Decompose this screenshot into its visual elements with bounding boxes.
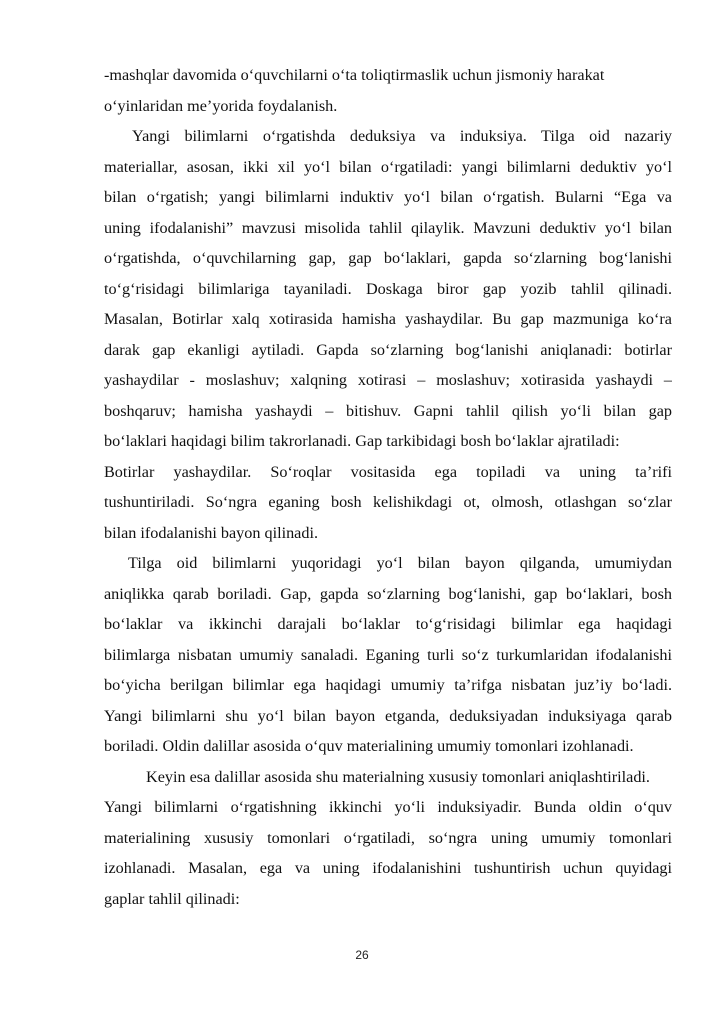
paragraph-start-line: Keyin esa dalillar asosida shu materialning xususiy tomonlari aniqlashtiriladi. xyxy=(146,767,650,786)
text-line: bilan o‘rgatish; yangi bilimlarni induktiv yo‘l bilan o‘rgatish. Bularni “Ega va xyxy=(104,188,672,206)
text-line: Yangi bilimlarni shu yo‘l bilan bayon etganda, deduksiyadan induksiyaga qarab xyxy=(104,706,672,725)
page-number: 26 xyxy=(355,948,369,962)
text-line: gaplar tahlil qilinadi: xyxy=(104,889,240,908)
text-line: tushuntiriladi. So‘ngra eganing bosh kelishikdagi ot, olmosh, otlashgan so‘zlar xyxy=(104,493,672,511)
text-line: bilimlarga nisbatan umumiy sanaladi. Eganing turli so‘z turkumlaridan ifodalanishi xyxy=(104,645,672,664)
text-line: o‘yinlaridan me’yorida foydalanish. xyxy=(104,96,338,115)
text-line: o‘rgatishda, o‘quvchilarning gap, gap bo‘laklari, gapda so‘zlarning bog‘lanishi xyxy=(104,249,672,267)
text-line: materialining xususiy tomonlari o‘rgatiladi, so‘ngra uning umumiy tomonlari xyxy=(104,828,672,847)
paragraph-start-line: Tilga oid bilimlarni yuqoridagi yo‘l bilan bayon qilganda, umumiydan xyxy=(128,554,672,572)
body-text xyxy=(104,60,672,914)
text-line: bo‘yicha berilgan bilimlar ega haqidagi umumiy ta’rifga nisbatan juz’iy bo‘ladi. xyxy=(104,676,672,694)
text-line: aniqlikka qarab boriladi. Gap, gapda so‘zlarning bog‘lanishi, gap bo‘laklari, bosh xyxy=(104,584,672,603)
text-line: boshqaruv; hamisha yashaydi – bitishuv. Gapni tahlil qilish yo‘li bilan gap xyxy=(104,401,672,420)
text-line: Masalan, Botirlar xalq xotirasida hamisha yashaydilar. Bu gap mazmuniga ko‘ra xyxy=(104,310,672,328)
text-line: Botirlar yashaydilar. So‘roqlar vositasida ega topiladi va uning ta’rifi xyxy=(104,462,672,481)
text-line: Yangi bilimlarni o‘rgatishning ikkinchi yo‘li induksiyadir. Bunda oldin o‘quv xyxy=(104,798,672,816)
text-line: bilan ifodalanishi bayon qilinadi. xyxy=(104,523,318,542)
text-line: yashaydilar - moslashuv; xalqning xotirasi – moslashuv; xotirasida yashaydi – xyxy=(104,371,672,389)
text-line: izohlanadi. Masalan, ega va uning ifodalanishini tushuntirish uchun quyidagi xyxy=(104,859,672,877)
text-line: boriladi. Oldin dalillar asosida o‘quv materialining umumiy tomonlari izohlanadi. xyxy=(104,737,634,755)
text-line: bo‘laklari haqidagi bilim takrorlanadi. Gap tarkibidagi bosh bo‘laklar ajratiladi: xyxy=(104,432,620,450)
text-line: bo‘laklar va ikkinchi darajali bo‘laklar to‘g‘risidagi bilimlar ega haqidagi xyxy=(104,615,672,633)
text-line: to‘g‘risidagi bilimlariga tayaniladi. Doskaga biror gap yozib tahlil qilinadi. xyxy=(104,279,672,298)
text-line: uning ifodalanishi” mavzusi misolida tahlil qilaylik. Mavzuni deduktiv yo‘l bilan xyxy=(104,218,672,237)
text-line: -mashqlar davomida o‘quvchilarni o‘ta toliqtirmaslik uchun jismoniy harakat xyxy=(104,66,605,84)
paragraph-start-line: Yangi bilimlarni o‘rgatishda deduksiya va induksiya. Tilga oid nazariy xyxy=(132,127,672,145)
text-line: darak gap ekanligi aytiladi. Gapda so‘zlarning bog‘lanishi aniqlanadi: botirlar xyxy=(104,340,672,359)
text-line: materiallar, asosan, ikki xil yo‘l bilan o‘rgatiladi: yangi bilimlarni deduktiv yo‘l xyxy=(104,157,672,176)
